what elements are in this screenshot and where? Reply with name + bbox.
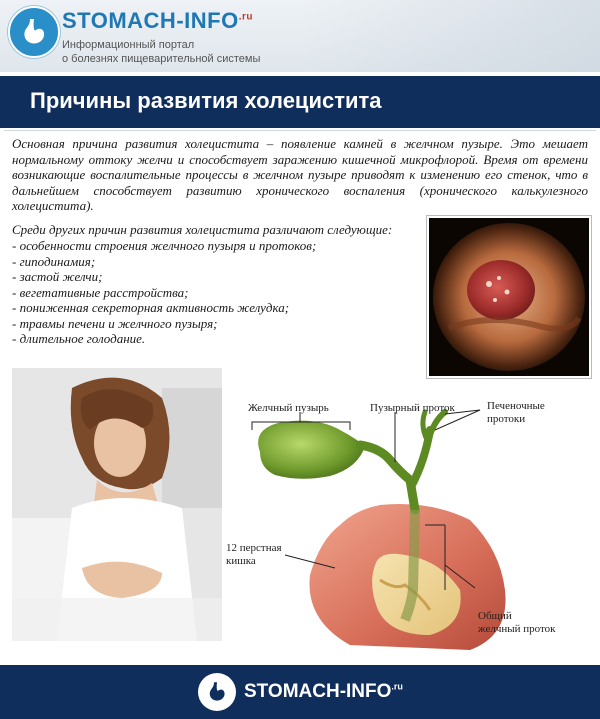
label-cystic-duct: Пузырный проток <box>370 402 455 414</box>
endoscopy-image <box>427 216 591 378</box>
label-duodenum: 12 перстная кишка <box>226 542 282 567</box>
list-item: - вегетативные расстройства; <box>12 284 189 300</box>
site-footer <box>0 665 600 719</box>
header-background-decoration <box>300 0 600 72</box>
list-item: - травмы печени и желчного пузыря; <box>12 315 218 331</box>
list-item: - гиподинамия; <box>12 253 96 269</box>
list-item: - пониженная секреторная активность желудка; <box>12 300 290 315</box>
causes-list <box>12 238 422 347</box>
label-gallbladder: Желчный пузырь <box>248 402 329 414</box>
intro-paragraph: Основная причина развития холецистита – появление камней в желчном пузыре. Это мешает нормальному оттоку желчи и способствует заражению кишечной микрофлорой. Время от времени возникающие воспалительные процессы в желчном пузыре приводят к изменению его стенок, что в дальнейшем способствует развитию хронического воспаления (хронического калькулезного холецистита). <box>12 136 588 213</box>
logo[interactable] <box>8 6 60 58</box>
stomach-icon <box>18 16 50 48</box>
woman-photo <box>12 368 222 641</box>
stomach-icon <box>205 680 229 704</box>
title-bar <box>0 74 600 130</box>
label-hepatic-ducts: Печеночные протоки <box>487 400 545 425</box>
footer-logo[interactable] <box>198 673 236 711</box>
site-brand[interactable]: STOMACH-$INFO^{.ru}$ <box>62 8 253 33</box>
list-item: - длительное голодание. <box>12 331 146 346</box>
footer-brand[interactable]: STOMACH-$INFO^{.ru}$ <box>244 681 403 702</box>
site-tagline: Информационный портал о болезнях пищеварительной системы <box>62 39 261 65</box>
list-item: - застой желчи; <box>12 269 103 284</box>
causes-intro: Среди других причин развития холецистита различают следующие: <box>12 222 393 237</box>
page-title: Причины развития холецистита <box>30 88 382 113</box>
label-common-bile-duct: Общий желчный проток <box>478 610 556 635</box>
list-item: - особенности строения желчного пузыря и протоков; <box>12 238 317 253</box>
site-header <box>0 0 600 72</box>
